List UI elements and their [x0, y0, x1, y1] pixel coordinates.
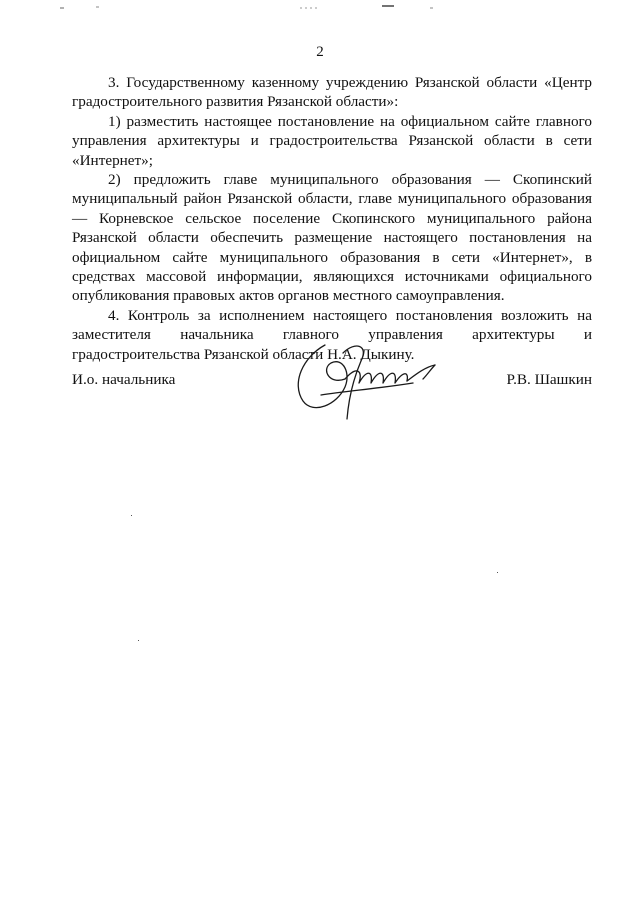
- page-number: 2: [316, 44, 324, 60]
- signatory-name: Р.В. Шашкин: [506, 371, 592, 388]
- scan-speck: [138, 640, 139, 641]
- paragraph-3: 3. Государственному казенному учреждению Рязанской области «Центр градостроительного развития Рязанской области»:: [72, 74, 592, 111]
- paragraph-3-1: 1) разместить настоящее постановление на официальном сайте главного управления архитектуры и градостроительства Рязанской области в сети «Интернет»;: [72, 112, 592, 169]
- scan-speck: [131, 515, 132, 516]
- handwritten-signature: [285, 335, 445, 425]
- paragraph-4: 4. Контроль за исполнением настоящего постановления возложить на заместителя начальника главного управления архитектуры и градостроительства Рязанской области Н.А. Дыкину.: [72, 306, 592, 363]
- paragraph-3-2: 2) предложить главе муниципального образования — Скопинский муниципальный район Рязанской области, главе муниципального образования — Корневское сельское поселение Скопинского муниципального района Рязанской области обеспечить размещение настоящего постановления на официальном сайте муниципального образования в сети «Интернет», в средствах массовой информации, являющихся источниками официального опубликования правовых актов органов местного самоуправления.: [72, 171, 592, 305]
- scan-speck: [497, 572, 498, 573]
- signatory-title: И.о. начальника: [72, 371, 176, 388]
- document-body: [72, 73, 592, 364]
- scan-artifacts: [0, 0, 640, 20]
